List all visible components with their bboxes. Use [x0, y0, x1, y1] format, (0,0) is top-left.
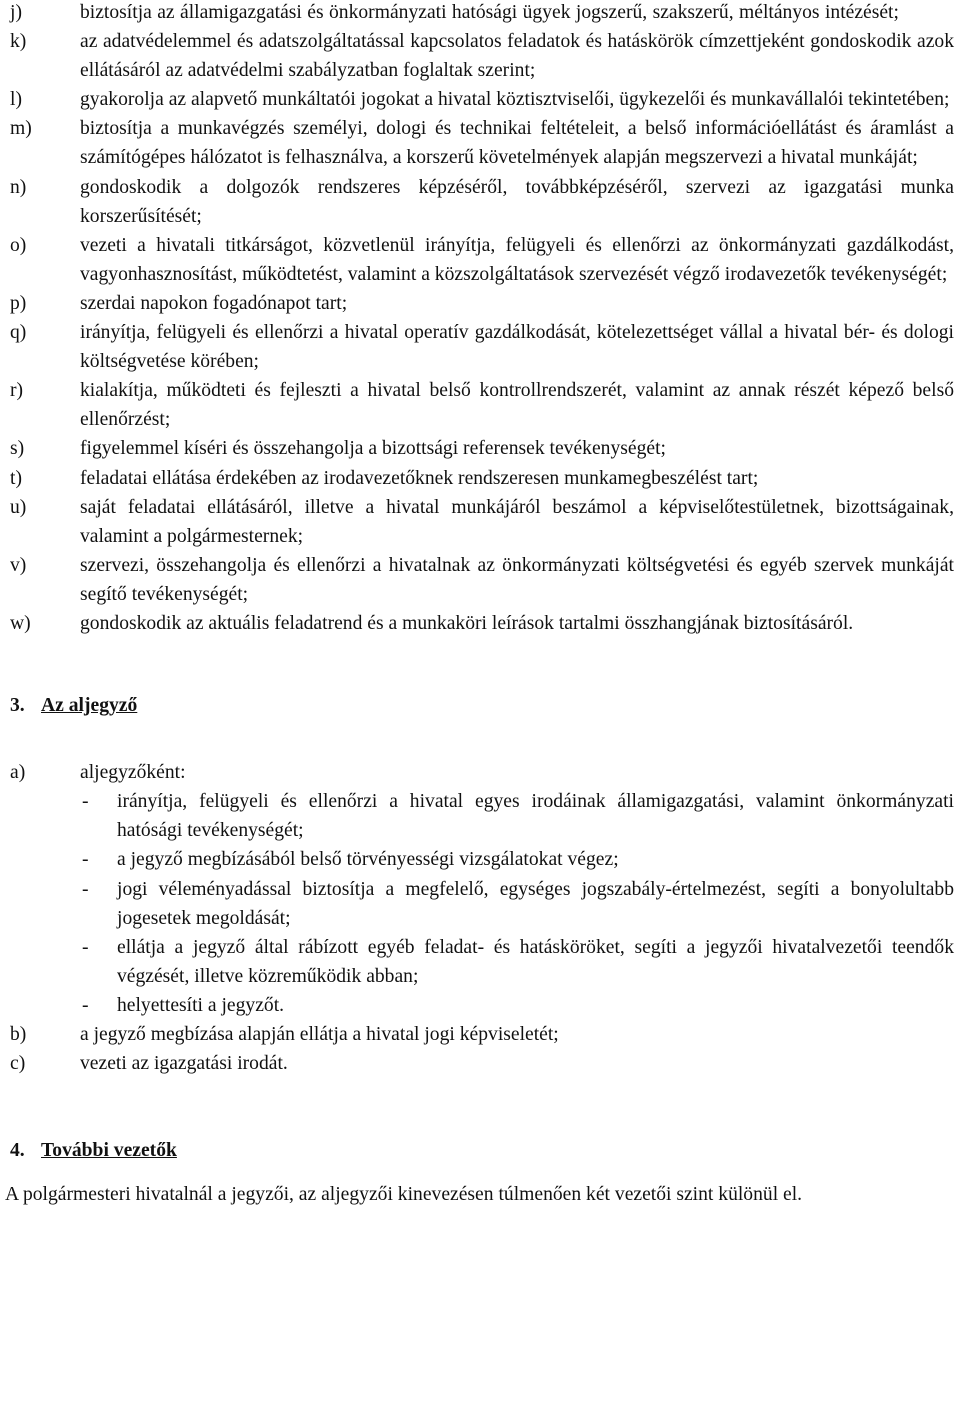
- list-item-text: szervezi, összehangolja és ellenőrzi a hivatalnak az önkormányzati költségvetési és egyéb szervek munkáját segítő tevékenységét;: [80, 554, 954, 605]
- section-title: További vezetők: [41, 1140, 177, 1162]
- dash-bullet: -: [82, 936, 89, 958]
- section-number: 3.: [10, 695, 25, 717]
- list-item-l: [0, 85, 960, 114]
- list-item-b: [0, 1020, 960, 1049]
- list-item-label: a): [10, 762, 26, 784]
- list-jegyzo-tasks: [0, 0, 960, 638]
- list-item-text: a jegyző megbízása alapján ellátja a hivatal jogi képviseletét;: [80, 1024, 559, 1045]
- list-item-j: [0, 0, 960, 27]
- dash-item-text: helyettesíti a jegyzőt.: [117, 994, 285, 1016]
- dash-bullet: -: [82, 791, 89, 813]
- list-item-label: w): [10, 612, 31, 634]
- list-item-label: m): [10, 118, 32, 140]
- section-heading-aljegyzo: [0, 691, 960, 720]
- list-item-t: [0, 464, 960, 493]
- list-item-text: kialakítja, működteti és fejleszti a hivatal belső kontrollrendszerét, valamint az annak részét képező belső ellenőrzést;: [80, 380, 954, 431]
- list-item-s: [0, 434, 960, 463]
- dash-item-text: irányítja, felügyeli és ellenőrzi a hivatal egyes irodáinak államigazgatási, valamint önkormányzati hatósági tevékenységét;: [117, 791, 954, 842]
- list-item-k: [0, 27, 960, 85]
- list-item-m: [0, 114, 960, 172]
- list-item-text: saját feladatai ellátásáról, illetve a hivatal munkájáról beszámol a képviselőtestületnek, bizottságainak, valamint a polgármesternek;: [80, 496, 954, 547]
- list-item-a: [0, 758, 960, 787]
- list-item-r: [0, 376, 960, 434]
- list-item-q: [0, 318, 960, 376]
- list-item-text: feladatai ellátása érdekében az irodavezetőknek rendszeresen munkamegbeszélést tart;: [80, 467, 759, 489]
- dash-bullet: -: [82, 994, 89, 1016]
- list-item-p: [0, 289, 960, 318]
- list-item-text: biztosítja az államigazgatási és önkormányzati hatósági ügyek jogszerű, szakszerű, méltányos intézését;: [80, 2, 899, 23]
- list-item-c: [0, 1049, 960, 1078]
- list-item-label: b): [10, 1024, 27, 1045]
- list-item-text: irányítja, felügyeli és ellenőrzi a hivatal operatív gazdálkodását, kötelezettséget vállal a hivatal bér- és dologi költségvetése körében;: [80, 322, 954, 373]
- paragraph-tovabbi-vezetok: A polgármesteri hivatalnál a jegyzői, az aljegyzői kinevezésen túlmenően két vezetői szint különül el.: [5, 1184, 803, 1206]
- list-item-o: [0, 231, 960, 289]
- dash-item: [0, 787, 960, 845]
- list-item-text: szerdai napokon fogadónapot tart;: [80, 292, 348, 314]
- list-item-label: u): [10, 496, 27, 518]
- list-item-text: az adatvédelemmel és adatszolgáltatással kapcsolatos feladatok és hatáskörök címzettjeként gondoskodik azok ellátásáról az adatvédelmi szabályzatban foglaltak szerint;: [80, 31, 954, 82]
- section-title: Az aljegyző: [41, 695, 138, 717]
- dash-item: [0, 991, 960, 1020]
- list-item-n: [0, 173, 960, 231]
- list-item-label: p): [10, 292, 27, 314]
- list-item-text: gondoskodik az aktuális feladatrend és a munkaköri leírások tartalmi összhangjának biztosításáról.: [80, 612, 854, 634]
- dash-item: [0, 875, 960, 933]
- dash-item-text: a jegyző megbízásából belső törvényességi vizsgálatokat végez;: [117, 849, 619, 871]
- list-item-u: [0, 493, 960, 551]
- list-item-v: [0, 551, 960, 609]
- list-item-text: gondoskodik a dolgozók rendszeres képzéséről, továbbképzéséről, szervezi az igazgatási munka korszerűsítését;: [80, 176, 954, 227]
- list-item-text: aljegyzőként:: [80, 762, 186, 784]
- section-aljegyzo: [0, 758, 960, 1078]
- list-item-text: biztosítja a munkavégzés személyi, dologi és technikai feltételeit, a belső információellátást és áramlást a számítógépes hálózatot is felhasználva, a korszerű követelmények alapján megszervezi a hivatal munkáját;: [80, 118, 954, 169]
- dash-bullet: -: [82, 849, 89, 871]
- list-item-label: q): [10, 322, 27, 344]
- list-item-label: t): [10, 467, 22, 489]
- list-item-label: c): [10, 1053, 26, 1075]
- list-item-label: j): [10, 2, 22, 23]
- list-item-text: figyelemmel kíséri és összehangolja a bizottsági referensek tevékenységét;: [80, 438, 666, 460]
- dash-bullet: -: [82, 878, 89, 900]
- section-heading-tovabbi-vezetok: [0, 1136, 960, 1165]
- section-number: 4.: [10, 1140, 25, 1162]
- list-item-label: n): [10, 176, 27, 198]
- list-item-text: vezeti az igazgatási irodát.: [80, 1053, 288, 1075]
- dash-item: [0, 933, 960, 991]
- dash-item: [0, 845, 960, 874]
- list-item-w: [0, 609, 960, 638]
- list-item-label: v): [10, 554, 27, 576]
- list-item-label: r): [10, 380, 24, 402]
- list-item-label: l): [10, 89, 22, 111]
- dash-item-text: ellátja a jegyző által rábízott egyéb feladat- és hatásköröket, segíti a jegyzői hivatalvezetői teendők végzését, illetve közreműködik abban;: [117, 936, 954, 987]
- list-item-text: gyakorolja az alapvető munkáltatói jogokat a hivatal köztisztviselői, ügykezelői és munkavállalói tekintetében;: [80, 89, 950, 111]
- list-item-text: vezeti a hivatali titkárságot, közvetlenül irányítja, felügyeli és ellenőrzi az önkormányzati gazdálkodást, vagyonhasznosítást, működtetést, valamint a közszolgáltatások szervezését végző irodavezetők tevékenységét;: [80, 234, 954, 285]
- list-item-label: o): [10, 234, 27, 256]
- list-item-label: k): [10, 31, 27, 53]
- list-item-label: s): [10, 438, 25, 460]
- dash-item-text: jogi véleményadással biztosítja a megfelelő, egységes jogszabály-értelmezést, segíti a bonyolultabb jogesetek megoldását;: [117, 878, 954, 929]
